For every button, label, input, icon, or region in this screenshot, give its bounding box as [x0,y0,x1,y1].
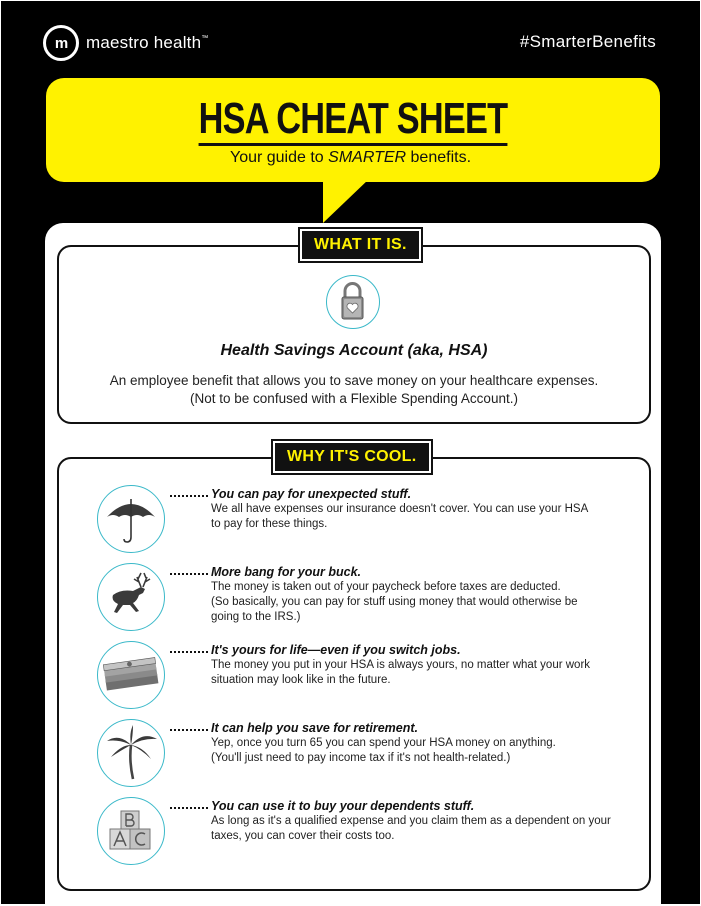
page [1,1,700,904]
benefit-item-retirement [97,719,637,791]
why-its-cool-section [57,448,651,891]
benefit-item-bang-for-buck [97,563,637,635]
benefit-item-dependents [97,797,637,869]
umbrella-icon [97,485,165,553]
padlock-heart-icon [326,275,380,329]
hsa-description-line-2: (Not to be confused with a Flexible Spending Account.) [190,391,518,406]
subtitle-prefix: Your guide to [229,149,329,166]
palm-tree-icon [97,719,165,787]
page-title-text: HSA CHEAT SHEET [199,97,508,146]
hsa-description [59,372,649,408]
benefit-title: More bang for your buck. [211,565,362,579]
benefit-body: We all have expenses our insurance doesn't cover. You can use your HSA to pay for these things. [211,503,589,530]
subtitle-emphasis: SMARTER [328,149,407,166]
page-subtitle [1,149,700,167]
dotted-connector [170,651,208,653]
dotted-connector [170,495,208,497]
brand-name-text: maestro health [86,33,202,52]
benefit-title: It can help you save for retirement. [211,721,419,735]
abc-blocks-icon [97,797,165,865]
hsa-heading: Health Savings Account (aka, HSA) [220,342,488,359]
benefit-body: The money is taken out of your paycheck before taxes are deducted. (So basically, you can pay for stuff using money that would otherwise be going to the IRS.) [211,581,578,623]
dotted-connector [170,729,208,731]
speech-bubble-tail [323,179,369,223]
benefit-title: It's yours for life—even if you switch jobs. [211,643,461,657]
content-sheet [45,223,661,904]
what-it-is-tag [298,229,423,261]
maestro-logo-icon [43,25,79,61]
benefit-item-unexpected [97,485,637,557]
benefit-body: As long as it's a qualified expense and you claim them as a dependent on your taxes, you can cover their costs too. [211,815,611,842]
benefit-body: The money you put in your HSA is always yours, no matter what your work situation may look like in the future. [211,659,591,686]
brand-logo[interactable] [43,25,208,61]
what-it-is-section [57,236,651,424]
benefit-title: You can use it to buy your dependents stuff. [211,799,475,813]
dotted-connector [170,807,208,809]
subtitle-suffix: benefits. [406,149,472,166]
why-its-cool-tag [271,441,433,473]
what-it-is-label: WHAT IT IS. [302,231,419,259]
benefit-title: You can pay for unexpected stuff. [211,487,412,501]
benefit-body: Yep, once you turn 65 you can spend your HSA money on anything. (You'll just need to pay income tax if it's not health-related.) [211,737,556,764]
cash-stack-icon [97,641,165,709]
dotted-connector [170,573,208,575]
trademark-symbol: ™ [201,35,209,42]
hashtag: #SmarterBenefits [519,32,656,51]
page-title [114,94,593,146]
brand-name [86,33,208,53]
benefit-item-yours-for-life [97,641,637,713]
why-its-cool-label: WHY IT'S COOL. [275,443,429,471]
hsa-description-line-1: An employee benefit that allows you to save money on your healthcare expenses. [109,373,599,388]
logo-mark-letter: m [54,34,68,52]
deer-icon [97,563,165,631]
